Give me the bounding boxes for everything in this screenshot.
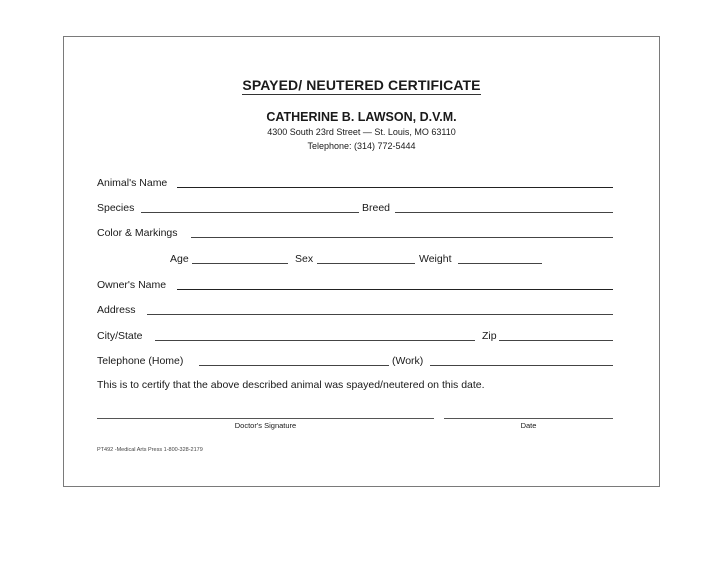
doctor-signature-field[interactable] [97, 418, 434, 419]
date-label: Date [520, 421, 537, 430]
date-field[interactable] [444, 418, 613, 419]
veterinarian-name: CATHERINE B. LAWSON, D.V.M. [266, 110, 457, 124]
breed-field[interactable] [395, 212, 613, 213]
clinic-address: 4300 South 23rd Street — St. Louis, MO 63110 [267, 127, 456, 137]
zip-field[interactable] [499, 340, 613, 341]
address-label: Address [97, 304, 136, 316]
address-field[interactable] [147, 314, 613, 315]
species-breed-row [97, 200, 613, 214]
clinic-telephone: Telephone: (314) 772-5444 [307, 141, 416, 151]
color-markings-field[interactable] [191, 237, 613, 238]
city-state-field[interactable] [155, 340, 475, 341]
telephone-work-label: (Work) [392, 355, 424, 367]
zip-label: Zip [482, 330, 497, 342]
species-field[interactable] [141, 212, 359, 213]
telephone-home-field[interactable] [199, 365, 389, 366]
address-row [97, 302, 613, 316]
age-sex-weight-row [170, 251, 542, 265]
city-state-zip-row [97, 328, 613, 342]
telephone-row [97, 353, 613, 367]
telephone-work-field[interactable] [430, 365, 613, 366]
animal-name-field[interactable] [177, 187, 613, 188]
species-label: Species [97, 202, 135, 214]
certification-statement: This is to certify that the above described animal was spayed/neutered on this date. [97, 379, 485, 391]
certificate-form [63, 36, 660, 487]
city-state-label: City/State [97, 330, 143, 342]
doctor-signature-label: Doctor's Signature [234, 421, 297, 430]
weight-field[interactable] [458, 263, 542, 264]
sex-label: Sex [295, 253, 314, 265]
age-label: Age [170, 253, 189, 265]
owner-name-label: Owner's Name [97, 279, 167, 291]
sex-field[interactable] [317, 263, 415, 264]
animal-name-label: Animal's Name [97, 177, 168, 189]
breed-label: Breed [362, 202, 391, 214]
telephone-home-label: Telephone (Home) [97, 355, 184, 367]
weight-label: Weight [419, 253, 452, 265]
certificate-title: SPAYED/ NEUTERED CERTIFICATE [242, 77, 481, 93]
color-markings-row [97, 225, 613, 239]
owner-name-row [97, 277, 613, 291]
age-field[interactable] [192, 263, 288, 264]
owner-name-field[interactable] [177, 289, 613, 290]
animal-name-row [97, 175, 613, 189]
color-markings-label: Color & Markings [97, 227, 178, 239]
publisher-footer: PT492 -Medical Arts Press 1-800-328-2179 [97, 447, 203, 453]
